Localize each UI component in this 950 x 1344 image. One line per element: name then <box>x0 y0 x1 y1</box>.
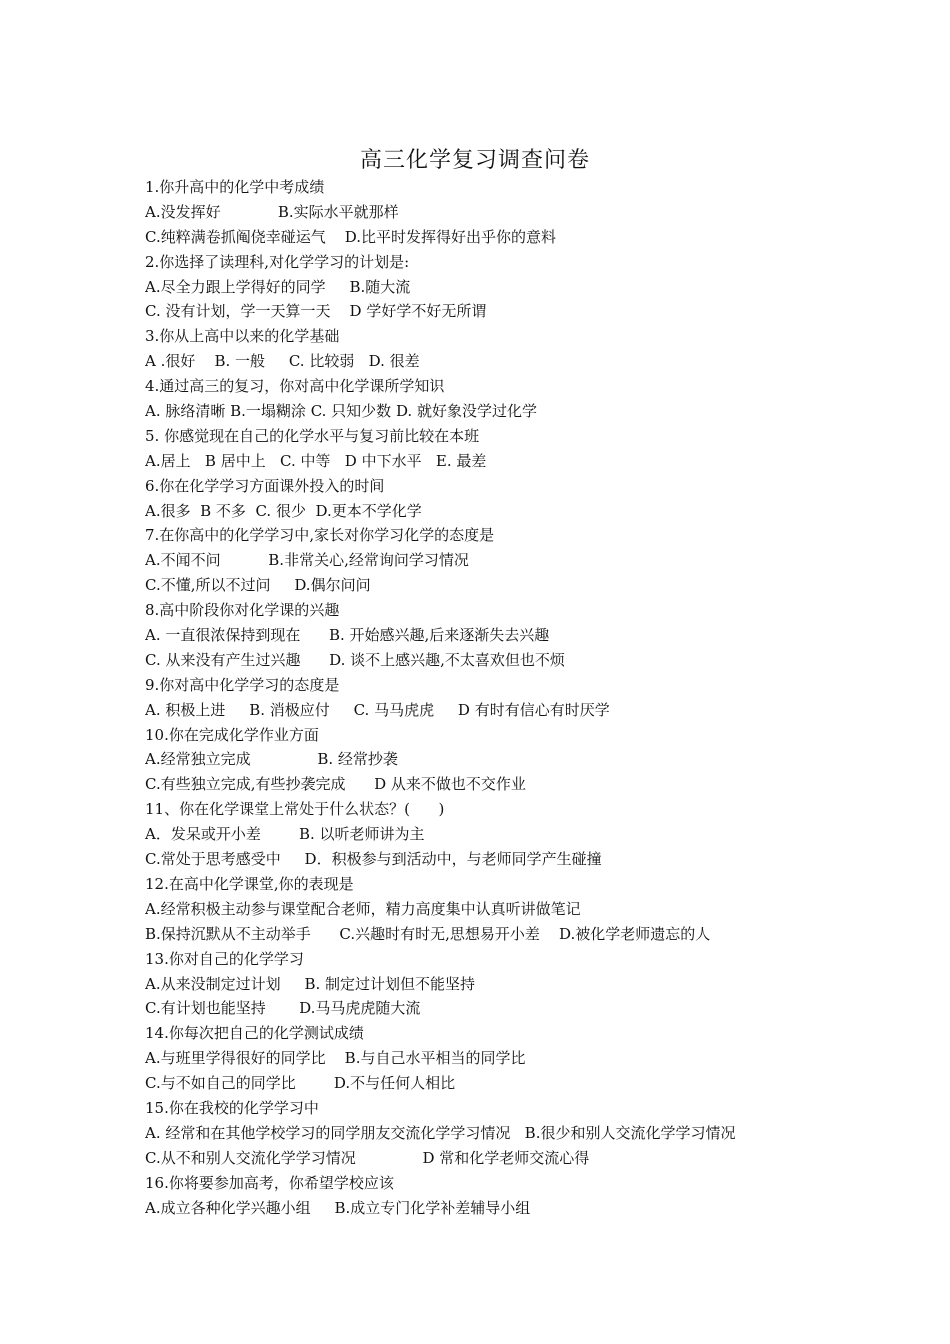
question-15-options-ab: A. 经常和在其他学校学习的同学朋友交流化学学习情况 B.很少和别人交流化学学习情况 <box>145 1123 736 1142</box>
question-1-title: 1.你升高中的化学中考成绩 <box>145 178 325 196</box>
question-8-options-ab: A. 一直很浓保持到现在 B. 开始感兴趣,后来逐渐失去兴趣 <box>145 626 550 645</box>
question-2-options-cd: C. 没有计划，学一天算一天 D 学好学不好无所谓 <box>145 302 487 321</box>
question-16-options-ab: A.成立各种化学兴趣小组 B.成立专门化学补差辅导小组 <box>145 1198 531 1217</box>
question-9-title: 9.你对高中化学学习的态度是 <box>145 675 340 694</box>
question-7-options-cd: C.不懂,所以不过问 D.偶尔问问 <box>145 576 371 595</box>
question-7-title: 7.在你高中的化学学习中,家长对你学习化学的态度是 <box>145 526 495 545</box>
question-14-options-cd: C.与不如自己的同学比 D.不与任何人相比 <box>145 1074 456 1093</box>
question-8-options-cd: C. 从来没有产生过兴趣 D. 谈不上感兴趣,不太喜欢但也不烦 <box>145 650 565 669</box>
question-14-options-ab: A.与班里学得很好的同学比 B.与自己水平相当的同学比 <box>145 1049 526 1068</box>
question-8-title: 8.高中阶段你对化学课的兴趣 <box>145 601 340 620</box>
question-10-options-ab: A.经常独立完成 B. 经常抄袭 <box>145 750 398 769</box>
question-15-options-cd: C.从不和别人交流化学学习情况 D 常和化学老师交流心得 <box>145 1148 590 1167</box>
question-13-options-ab: A.从来没制定过计划 B. 制定过计划但不能坚持 <box>145 974 476 993</box>
question-10-title: 10.你在完成化学作业方面 <box>145 725 319 744</box>
question-5-options: A.居上 B 居中上 C. 中等 D 中下水平 E. 最差 <box>145 451 487 470</box>
question-2-options-ab: A.尽全力跟上学得好的同学 B.随大流 <box>145 277 411 296</box>
question-12-option-a: A.经常积极主动参与课堂配合老师，精力高度集中认真听讲做笔记 <box>145 899 581 918</box>
question-13-options-cd: C.有计划也能坚持 D.马马虎虎随大流 <box>145 999 421 1018</box>
question-14-title: 14.你每次把自己的化学测试成绩 <box>145 1024 364 1043</box>
question-6-options: A.很多 B 不多 C. 很少 D.更本不学化学 <box>145 501 422 520</box>
question-11-options-cd: C.常处于思考感受中 D．积极参与到活动中，与老师同学产生碰撞 <box>145 850 602 869</box>
question-6-title: 6.你在化学学习方面课外投入的时间 <box>145 476 385 495</box>
document-title: 高三化学复习调查问卷 <box>359 148 590 173</box>
question-10-options-cd: C.有些独立完成,有些抄袭完成 D 从来不做也不交作业 <box>145 775 526 794</box>
question-13-title: 13.你对自己的化学学习 <box>145 949 304 968</box>
question-12-options-bcd: B.保持沉默从不主动举手 C.兴趣时有时无,思想易开小差 D.被化学老师遗忘的人 <box>145 924 711 943</box>
question-11-title: 11、你在化学课堂上常处于什么状态？( ) <box>145 800 445 819</box>
question-1-options-ab: A.没发挥好 B.实际水平就那样 <box>145 202 399 221</box>
question-11-options-ab: A．发呆或开小差 B. 以听老师讲为主 <box>145 825 425 844</box>
document-body <box>145 175 925 1220</box>
question-1-options-cd: C.纯粹满卷抓阄侥幸碰运气 D.比平时发挥得好出乎你的意料 <box>145 227 557 246</box>
question-4-options: A. 脉络清晰 B.一塌糊涂 C. 只知少数 D. 就好象没学过化学 <box>145 402 537 421</box>
question-12-title: 12.在高中化学课堂,你的表现是 <box>145 874 354 893</box>
question-4-title: 4.通过高三的复习，你对高中化学课所学知识 <box>145 377 445 396</box>
question-3-options: A .很好 B. 一般 C. 比较弱 D. 很差 <box>145 352 420 371</box>
question-5-title: 5. 你感觉现在自己的化学水平与复习前比较在本班 <box>145 426 480 445</box>
question-2-title: 2.你选择了读理科,对化学学习的计划是: <box>145 252 410 271</box>
question-16-title: 16.你将要参加高考，你希望学校应该 <box>145 1173 394 1192</box>
question-9-options: A. 积极上进 B. 消极应付 C. 马马虎虎 D 有时有信心有时厌学 <box>145 700 610 719</box>
question-3-title: 3.你从上高中以来的化学基础 <box>145 327 340 346</box>
question-7-options-ab: A.不闻不问 B.非常关心,经常询问学习情况 <box>145 551 469 570</box>
question-15-title: 15.你在我校的化学学习中 <box>145 1098 319 1117</box>
